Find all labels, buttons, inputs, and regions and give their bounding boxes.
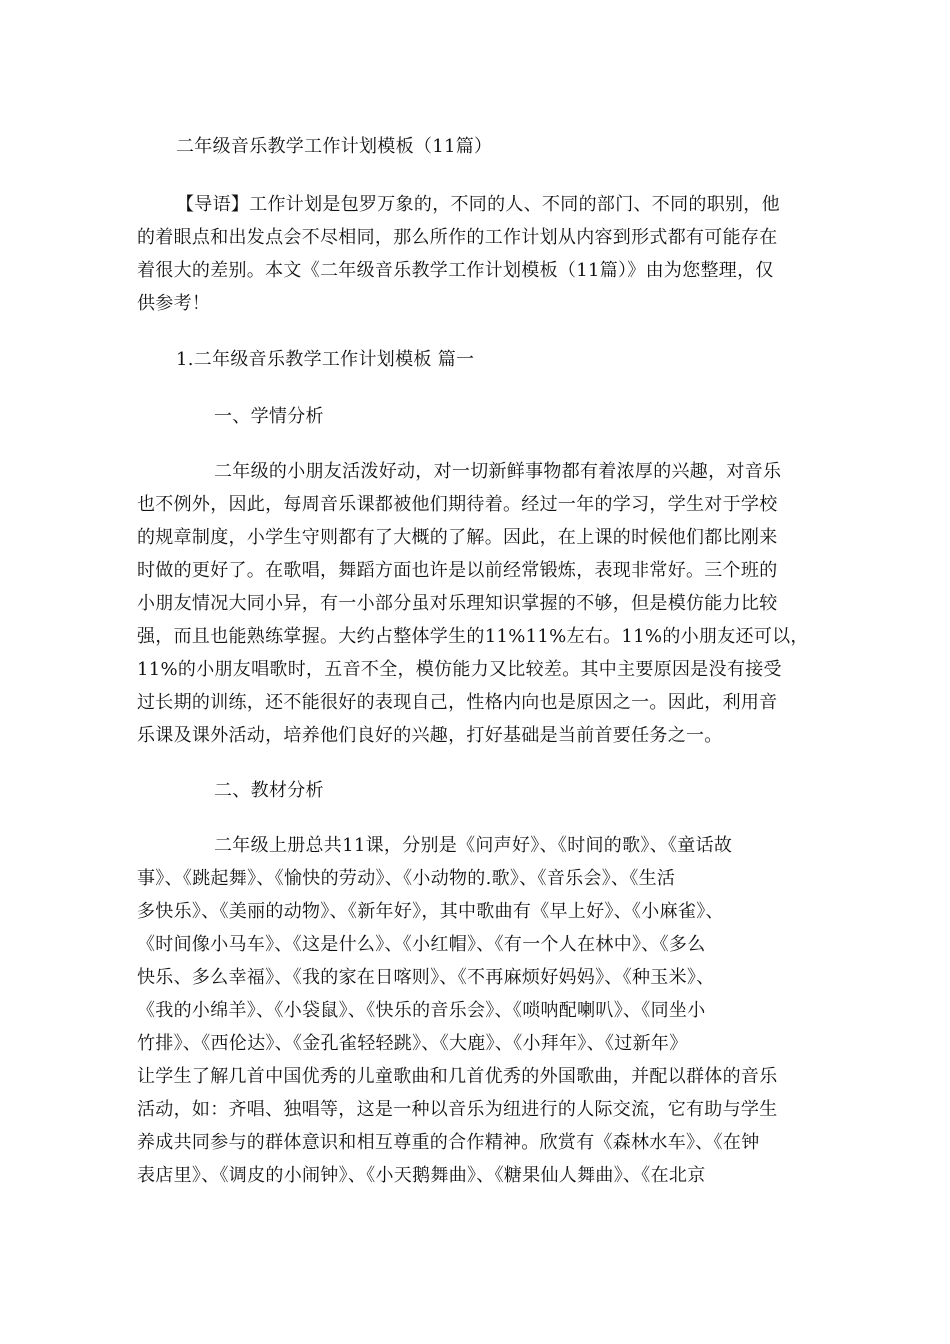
intro-line: 【导语】工作计划是包罗万象的，不同的人、不同的部门、不同的职别，他 [176, 194, 780, 215]
document-title: 二年级音乐教学工作计划模板（11篇） [176, 136, 493, 157]
intro-line: 供参考！ [137, 293, 211, 314]
subsection-heading: 一、学情分析 [214, 406, 324, 427]
paragraph-line: 《我的小绵羊》、《小袋鼠》、《快乐的音乐会》、《唢呐配喇叭》、《同坐小 [137, 1000, 706, 1021]
paragraph-line: 竹排》、《西伦达》、《金孔雀轻轻跳》、《大鹿》、《小拜年》、《过新年》 [137, 1033, 688, 1054]
paragraph-line: 快乐、多么幸福》、《我的家在日喀则》、《不再麻烦好妈妈》、《种玉米》、 [137, 967, 715, 988]
paragraph-line: 让学生了解几首中国优秀的儿童歌曲和几首优秀的外国歌曲，并配以群体的音乐 [137, 1066, 778, 1087]
paragraph-line: 活动，如：齐唱、独唱等，这是一种以音乐为纽进行的人际交流，它有助与学生 [137, 1099, 778, 1120]
paragraph-line: 养成共同参与的群体意识和相互尊重的合作精神。欣赏有《森林水车》、《在钟 [137, 1132, 760, 1153]
paragraph-line: 二年级上册总共11课，分别是《问声好》、《时间的歌》、《童话故 [214, 835, 733, 856]
paragraph-line: 事》、《跳起舞》、《愉快的劳动》、《小动物的.歌》、《音乐会》、《生活 [137, 868, 676, 889]
paragraph-line: 表店里》、《调皮的小闹钟》、《小天鹅舞曲》、《糖果仙人舞曲》、《在北京 [137, 1165, 706, 1186]
paragraph-line: 小朋友情况大同小异，有一小部分虽对乐理知识掌握的不够，但是模仿能力比较 [137, 593, 778, 614]
paragraph-line: 多快乐》、《美丽的动物》、《新年好》，其中歌曲有《早上好》、《小麻雀》、 [137, 901, 724, 922]
paragraph-line: 强，而且也能熟练掌握。大约占整体学生的11%11%左右。11%的小朋友还可以， [137, 626, 809, 647]
paragraph-line: 的规章制度，小学生守则都有了大概的了解。因此，在上课的时候他们都比刚来 [137, 527, 778, 548]
paragraph-line: 过长期的训练，还不能很好的表现自己，性格内向也是原因之一。因此，利用音 [137, 692, 778, 713]
subsection-heading: 二、教材分析 [214, 780, 324, 801]
section-heading: 1.二年级音乐教学工作计划模板 篇一 [176, 349, 475, 370]
paragraph-line: 《时间像小马车》、《这是什么》、《小红帽》、《有一个人在林中》、《多么 [137, 934, 706, 955]
intro-line: 着很大的差别。本文《二年级音乐教学工作计划模板（11篇）》由为您整理，仅 [137, 260, 774, 281]
paragraph-line: 二年级的小朋友活泼好动，对一切新鲜事物都有着浓厚的兴趣，对音乐 [214, 461, 782, 482]
paragraph-line: 也不例外，因此，每周音乐课都被他们期待着。经过一年的学习，学生对于学校 [137, 494, 778, 515]
intro-line: 的着眼点和出发点会不尽相同，那么所作的工作计划从内容到形式都有可能存在 [137, 227, 778, 248]
paragraph-line: 11%的小朋友唱歌时，五音不全，模仿能力又比较差。其中主要原因是没有接受 [137, 659, 782, 680]
paragraph-line: 时做的更好了。在歌唱，舞蹈方面也许是以前经常锻炼，表现非常好。三个班的 [137, 560, 778, 581]
paragraph-line: 乐课及课外活动，培养他们良好的兴趣，打好基础是当前首要任务之一。 [137, 725, 723, 746]
